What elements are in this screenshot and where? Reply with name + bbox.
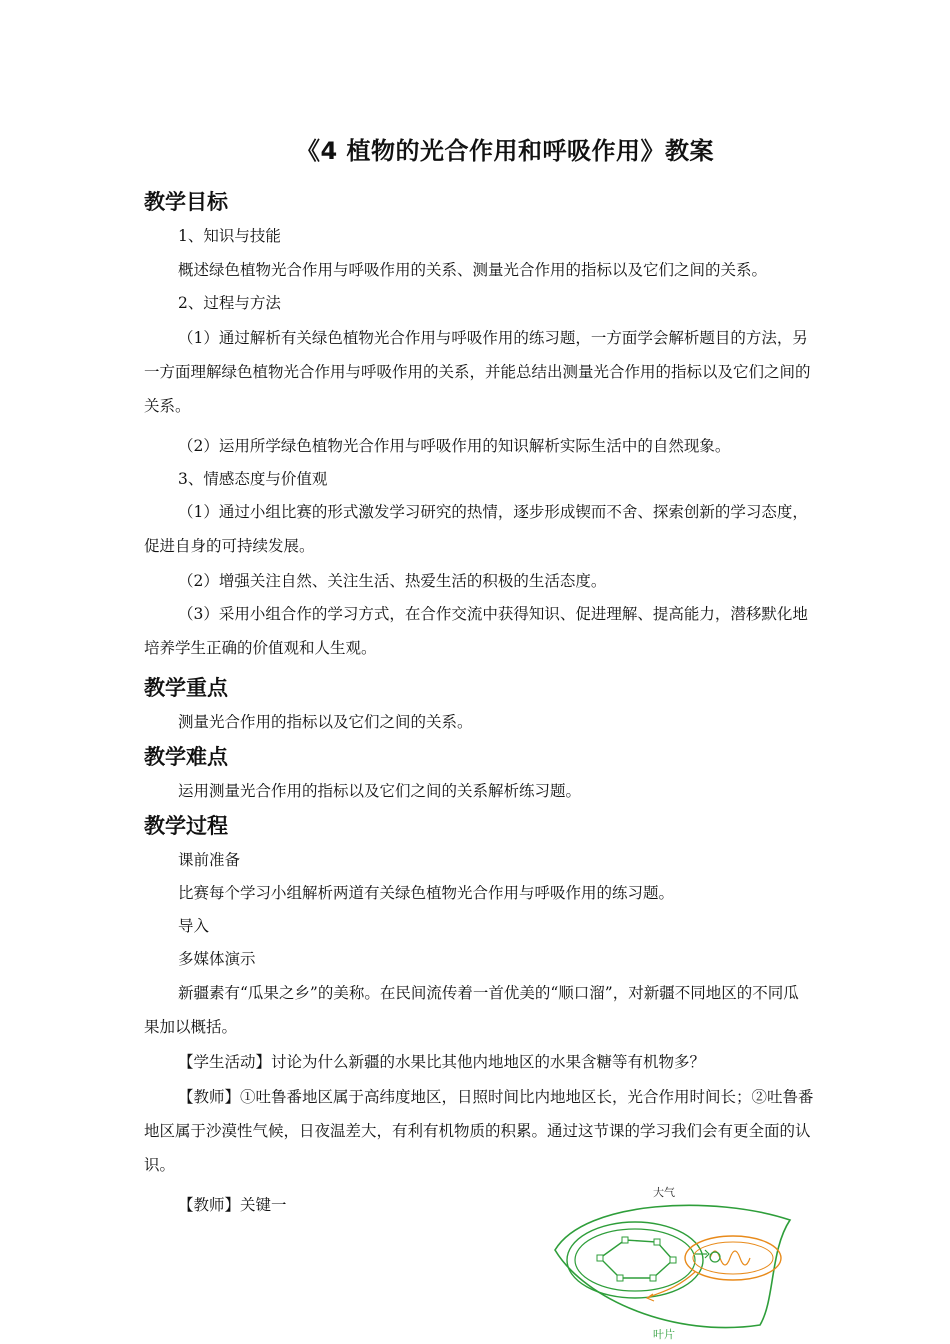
cycle-node xyxy=(617,1275,623,1281)
leaf-cell-diagram xyxy=(545,1180,845,1340)
mitochondrion-cristae xyxy=(710,1251,750,1265)
page-title: 《4 植物的光合作用和呼吸作用》教案 xyxy=(295,137,715,165)
mito-cycle xyxy=(710,1252,720,1262)
chloroplast-outer xyxy=(567,1222,703,1298)
chloroplast-inner xyxy=(575,1229,695,1291)
objective-3-title: 3、情感态度与价值观 xyxy=(178,470,328,488)
cycle-node xyxy=(622,1237,628,1243)
difficulties-text: 运用测量光合作用的指标以及它们之间的关系解析练习题。 xyxy=(178,782,582,800)
label-atmosphere: 大气 xyxy=(653,1186,675,1199)
objective-1-text: 概述绿色植物光合作用与呼吸作用的关系、测量光合作用的指标以及它们之间的关系。 xyxy=(178,261,768,279)
prep-text: 比赛每个学习小组解析两道有关绿色植物光合作用与呼吸作用的练习题。 xyxy=(178,884,675,902)
objective-2-para-2: （2）运用所学绿色植物光合作用与呼吸作用的知识解析实际生活中的自然现象。 xyxy=(178,437,731,455)
heading-process: 教学过程 xyxy=(144,814,228,838)
intro-title: 导入 xyxy=(178,917,210,935)
heading-key-points: 教学重点 xyxy=(144,676,228,700)
prep-title: 课前准备 xyxy=(178,851,241,869)
heading-objectives: 教学目标 xyxy=(144,190,228,214)
teacher-explanation: 【教师】①吐鲁番地区属于高纬度地区，日照时间比内地地区长，光合作用时间长；②吐鲁番地区属于沙漠性气候，日夜温差大，有利有机物质的积累。通过这节课的学习我们会有更全面的认识。 xyxy=(144,1088,814,1174)
leaf-outline xyxy=(555,1205,790,1327)
objective-2-para-1: （1）通过解析有关绿色植物光合作用与呼吸作用的练习题，一方面学会解析题目的方法，另一方面理解绿色植物光合作用与呼吸作用的关系，并能总结出测量光合作用的指标以及它们之间的关系。 xyxy=(144,329,811,415)
objective-2-title: 2、过程与方法 xyxy=(178,294,281,312)
calvin-cycle xyxy=(600,1240,673,1278)
label-leaf: 叶片 xyxy=(653,1328,675,1340)
media-title: 多媒体演示 xyxy=(178,950,256,968)
cycle-node xyxy=(650,1275,656,1281)
cycle-node xyxy=(597,1255,603,1261)
objective-3-para-1: （1）通过小组比赛的形式激发学习研究的热情，逐步形成锲而不舍、探索创新的学习态度，促进自身的可持续发展。 xyxy=(144,503,808,555)
media-text: 新疆素有“瓜果之乡”的美称。在民间流传着一首优美的“顺口溜”，对新疆不同地区的不同瓜果加以概括。 xyxy=(144,984,799,1036)
mitochondrion-outer xyxy=(685,1236,781,1280)
objective-3-para-3: （3）采用小组合作的学习方式，在合作交流中获得知识、促进理解、提高能力，潜移默化地培养学生正确的价值观和人生观。 xyxy=(144,605,808,657)
objective-1-title: 1、知识与技能 xyxy=(178,227,281,245)
cycle-node xyxy=(670,1257,676,1263)
heading-difficulties: 教学难点 xyxy=(144,745,228,769)
cycle-node xyxy=(654,1239,660,1245)
key-points-text: 测量光合作用的指标以及它们之间的关系。 xyxy=(178,713,473,731)
teacher-key-one: 【教师】关键一 xyxy=(178,1196,287,1214)
objective-3-para-2: （2）增强关注自然、关注生活、热爱生活的积极的生活态度。 xyxy=(178,572,607,590)
student-activity: 【学生活动】讨论为什么新疆的水果比其他内地地区的水果含糖等有机物多？ xyxy=(178,1053,706,1071)
